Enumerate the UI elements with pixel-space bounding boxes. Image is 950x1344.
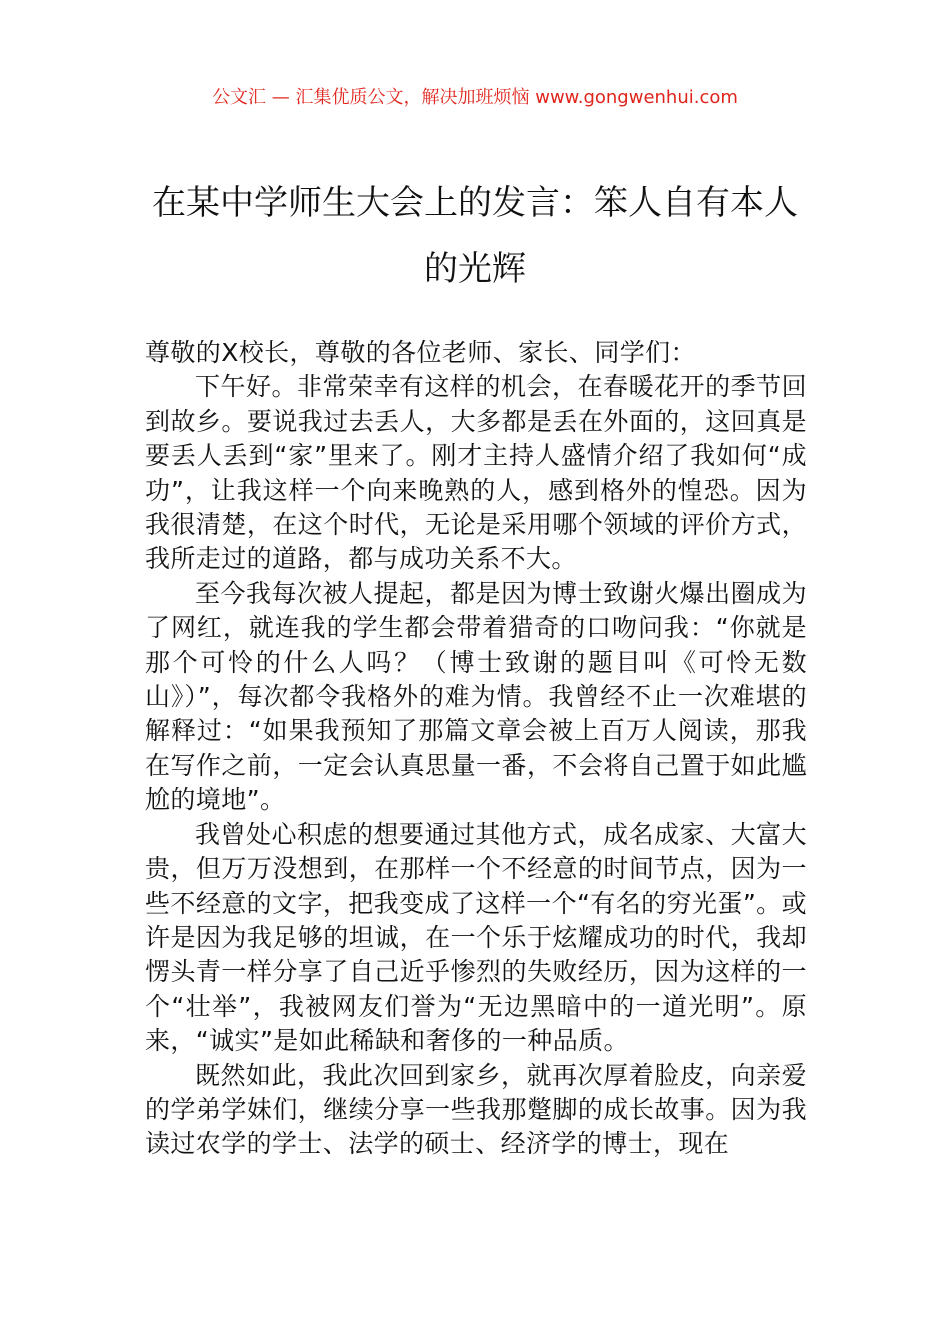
site-banner: 公文汇 — 汇集优质公文，解决加班烦恼 www.gongwenhui.com [212,87,738,108]
paragraph: 我曾处心积虑的想要通过其他方式，成名成家、大富大贵，但万万没想到，在那样一个不经意的时间节点，因为一些不经意的文字，把我变成了这样一个“有名的穷光蛋”。或许是因为我足够的坦诚，在一个乐于炫耀成功的时代，我却愣头青一样分享了自己近乎惨烈的失败经历，因为这样的一个“壮举”，我被网友们誉为“无边黑暗中的一道光明”。原来，“诚实”是如此稀缺和奢侈的一种品质。 [145,819,807,1056]
paragraph: 下午好。非常荣幸有这样的机会，在春暖花开的季节回到故乡。要说我过去丢人，大多都是丢在外面的，这回真是要丢人丢到“家”里来了。刚才主持人盛情介绍了我如何“成功”，让我这样一个向来晚熟的人，感到格外的惶恐。因为我很清楚，在这个时代，无论是采用哪个领域的评价方式，我所走过的道路，都与成功关系不大。 [145,372,807,574]
document-title: 在某中学师生大会上的发言：笨人自有本人的光辉 [152,183,798,289]
paragraph: 既然如此，我此次回到家乡，就再次厚着脸皮，向亲爱的学弟学妹们，继续分享一些我那蹩脚的成长故事。因为我读过农学的学士、法学的硕士、经济学的博士，现在 [145,1060,807,1159]
document-body [145,336,807,1162]
salutation: 尊敬的X校长，尊敬的各位老师、家长、同学们： [145,338,696,367]
paragraph: 至今我每次被人提起，都是因为博士致谢火爆出圈成为了网红，就连我的学生都会带着猎奇的口吻问我：“你就是那个可怜的什么人吗？（博士致谢的题目叫《可怜无数山》）”，每次都令我格外的难为情。我曾经不止一次难堪的解释过：“如果我预知了那篇文章会被上百万人阅读，那我在写作之前，一定会认真思量一番，不会将自己置于如此尴尬的境地”。 [145,578,807,815]
